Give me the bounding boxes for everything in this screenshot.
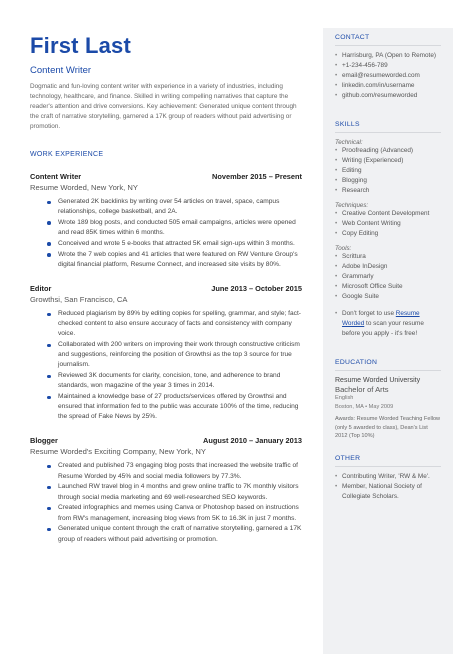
skill-item: • Blogging: [335, 176, 441, 186]
job-entry: [30, 436, 302, 544]
skill-item: • Google Suite: [335, 292, 441, 302]
skill-item: • Copy Editing: [335, 229, 441, 239]
main-column: [30, 34, 302, 545]
candidate-role: Content Writer: [30, 65, 92, 76]
job-bullet: Generated 2K backlinks by writing over 54 articles on travel, space, campus relationships, college basketball, and 2A.: [30, 197, 302, 217]
job-bullet: Maintained a knowledge base of 27 products/services offered by Growthsi and ensured that information fed to the public was accurate 100% of the time, reducing the spread of Fake News by 25%.: [30, 392, 302, 422]
scan-note-item: [335, 309, 441, 339]
contact-heading: CONTACT: [335, 34, 441, 46]
job-entry: [30, 284, 302, 422]
education-awards: Awards: Resume Worded Teaching Fellow (only 5 awarded to class), Dean's List 2012 (Top 10%): [335, 416, 441, 439]
job-company: Resume Worded's Exciting Company, New York, NY: [30, 447, 206, 457]
job-bullet: Conceived and wrote 5 e-books that attracted 5K email sign-ups within 3 months.: [30, 239, 302, 249]
contact-github[interactable]: • github.com/resumeworded: [335, 91, 441, 101]
other-heading: OTHER: [335, 455, 441, 467]
other-item: • Member, National Society of Collegiate Scholars.: [335, 482, 441, 502]
contact-email[interactable]: • email@resumeworded.com: [335, 71, 441, 81]
summary: Dogmatic and fun-loving content writer with experience in a variety of industries, including technology, healthcare, and finance. Skilled in writing compelling narratives that capture the reader's attention and drive conversions. Key achievement: Generated unique content through the craft of narrative storytelling, garnered a 17K group of readers without paid advertising or promotion.: [30, 83, 297, 130]
tool-skills: [335, 252, 441, 302]
skill-item: • Proofreading (Advanced): [335, 146, 441, 156]
education-heading: EDUCATION: [335, 359, 441, 371]
job-bullets: [30, 197, 302, 270]
technical-skills: [335, 146, 441, 196]
job-header: [30, 436, 302, 445]
job-company: Resume Worded, New York, NY: [30, 183, 138, 192]
job-bullets: [30, 461, 302, 544]
technical-label: Technical:: [335, 139, 363, 146]
job-header: [30, 172, 302, 181]
job-bullet: Wrote 189 blog posts, and conducted 505 email campaigns, articles were opened and read 85K times within 6 months.: [30, 218, 302, 238]
job-dates: June 2013 – October 2015: [211, 284, 302, 294]
job-bullet: Collaborated with 200 writers on improving their work through constructive criticism and suggestions, reinforcing the position of Growthsi as the top 3 source for true journalism.: [30, 340, 302, 370]
other-item: • Contributing Writer, 'RW & Me'.: [335, 472, 441, 482]
tools-label: Tools:: [335, 245, 352, 252]
skill-item: • Editing: [335, 166, 441, 176]
scan-note: [335, 309, 441, 339]
contact-linkedin[interactable]: • linkedin.com/in/username: [335, 81, 441, 91]
skills-heading: SKILLS: [335, 121, 441, 133]
skill-item: • Microsoft Office Suite: [335, 282, 441, 292]
job-bullet: Reviewed 3K documents for clarity, concision, tone, and adherence to brand standards, won magazine of the year 3 times in 2014.: [30, 371, 302, 391]
sidebar: [323, 28, 453, 654]
education-location-date: Boston, MA • May 2009: [335, 403, 394, 410]
skill-item: • Research: [335, 186, 441, 196]
job-bullet: Generated unique content through the craft of narrative storytelling, garnered a 17K group of readers without paid advertising or promotion.: [30, 524, 302, 544]
job-header: [30, 284, 302, 293]
job-title: Blogger: [30, 436, 58, 446]
job-company: Growthsi, San Francisco, CA: [30, 295, 128, 305]
skill-item: • Creative Content Development: [335, 209, 441, 219]
work-experience-heading: WORK EXPERIENCE: [30, 151, 104, 158]
contact-phone[interactable]: • +1-234-456-789: [335, 61, 441, 71]
education-major: English: [335, 395, 354, 401]
education-degree: Bachelor of Arts: [335, 385, 389, 394]
job-bullet: Created infographics and memes using Canva or Photoshop based on instructions from RW's management, increasing blog views from 5K to 16.3K in just 7 months.: [30, 503, 302, 523]
scan-note-prefix: Don't forget to use: [342, 310, 396, 317]
job-title: Editor: [30, 284, 52, 294]
job-bullets: [30, 309, 302, 422]
contact-location: • Harrisburg, PA (Open to Remote): [335, 51, 441, 61]
techniques-label: Techniques:: [335, 202, 369, 209]
skill-item: • Web Content Writing: [335, 219, 441, 229]
job-bullet: Reduced plagiarism by 89% by editing copies for spelling, grammar, and style; fact-checked content to also ensure accuracy of facts and consistency with company voice.: [30, 309, 302, 339]
contact-list: [335, 51, 441, 101]
job-bullet: Wrote the 7 web copies and 41 articles that were featured on RW Venture Group's digital financial platform, Resume Connect, and increased site visits by 80%.: [30, 250, 302, 270]
skill-item: • Scrittura: [335, 252, 441, 262]
other-list: [335, 472, 441, 502]
skill-item: • Writing (Experienced): [335, 156, 441, 166]
job-entry: [30, 172, 302, 270]
education-school: Resume Worded University: [335, 377, 421, 384]
skill-item: • Adobe InDesign: [335, 262, 441, 272]
scan-note-suffix: to scan your resume before you apply - it's free!: [342, 320, 424, 337]
job-dates: August 2010 – January 2013: [202, 436, 302, 446]
candidate-name: First Last: [30, 33, 132, 58]
resume-worded-link[interactable]: Resume Worded: [342, 310, 420, 327]
job-bullet: Created and published 73 engaging blog posts that increased the website traffic of Resume Worded by 45% and social media followers by 77.3%.: [30, 461, 302, 481]
technique-skills: [335, 209, 441, 239]
job-title: Content Writer: [30, 172, 82, 181]
job-bullet: Launched RW travel blog in 4 months and grew online traffic to 7K monthly visitors through social media marketing and 69 well-researched SEO keywords.: [30, 482, 302, 502]
job-dates: November 2015 – Present: [212, 172, 302, 181]
skill-item: • Grammarly: [335, 272, 441, 282]
